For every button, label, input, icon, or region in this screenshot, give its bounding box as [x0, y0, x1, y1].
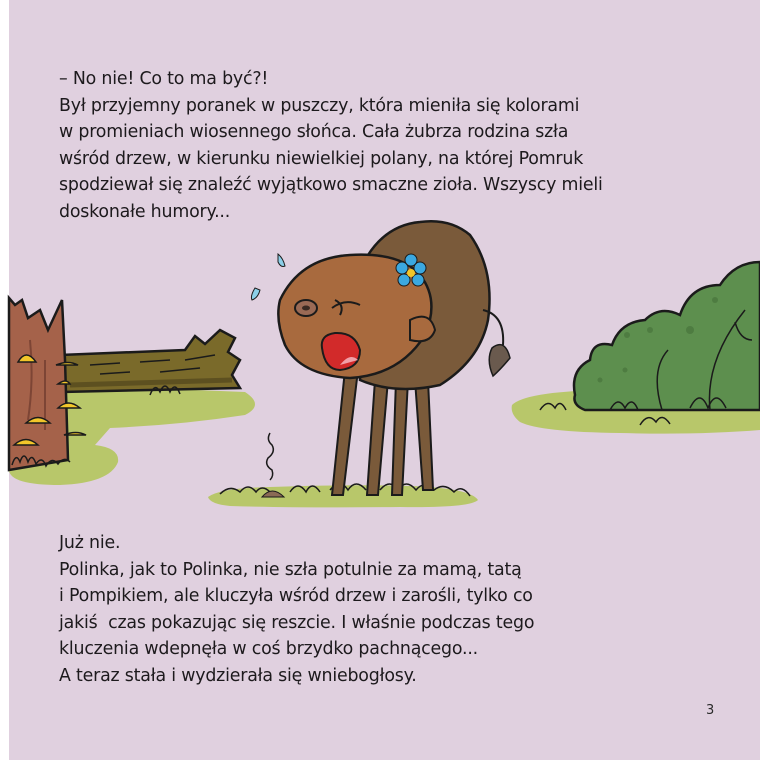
text-line: i Pompikiem, ale kluczyła wśród drzew i zarośli, tylko co [59, 586, 533, 606]
right-bush [512, 262, 760, 434]
fallen-log [60, 330, 240, 395]
text-line: – No nie! Co to ma być?! [59, 69, 269, 89]
text-line: doskonałe humory... [59, 201, 231, 222]
text-line: kluczenia wdepnęła w coś brzydko pachnącego... [59, 639, 478, 659]
text-line: Był przyjemny poranek w puszczy, która mieniła się kolorami [59, 95, 580, 116]
text-line: jakiś czas pokazując się reszcie. I właśnie podczas tego [59, 612, 535, 633]
text-line: spodziewał się znaleźć wyjątkowo smaczne zioła. Wszyscy mieli [59, 175, 603, 195]
text-line: w promieniach wiosennego słońca. Cała żubrza rodzina szła [59, 122, 569, 142]
page-number: 3 [706, 703, 715, 718]
text-line: Już nie. [59, 533, 121, 553]
sweat-drop-icons [251, 254, 285, 300]
text-line: A teraz stała i wydzierała się wniebogłosy. [59, 665, 417, 686]
text-line: Polinka, jak to Polinka, nie szła potulnie za mamą, tatą [59, 559, 522, 580]
story-illustration [0, 215, 760, 515]
bottom-paragraph [59, 530, 534, 689]
bison-calf-polinka [251, 221, 510, 495]
top-paragraph [59, 66, 603, 225]
text-line: wśród drzew, w kierunku niewielkiej polany, na której Pomruk [59, 148, 584, 169]
